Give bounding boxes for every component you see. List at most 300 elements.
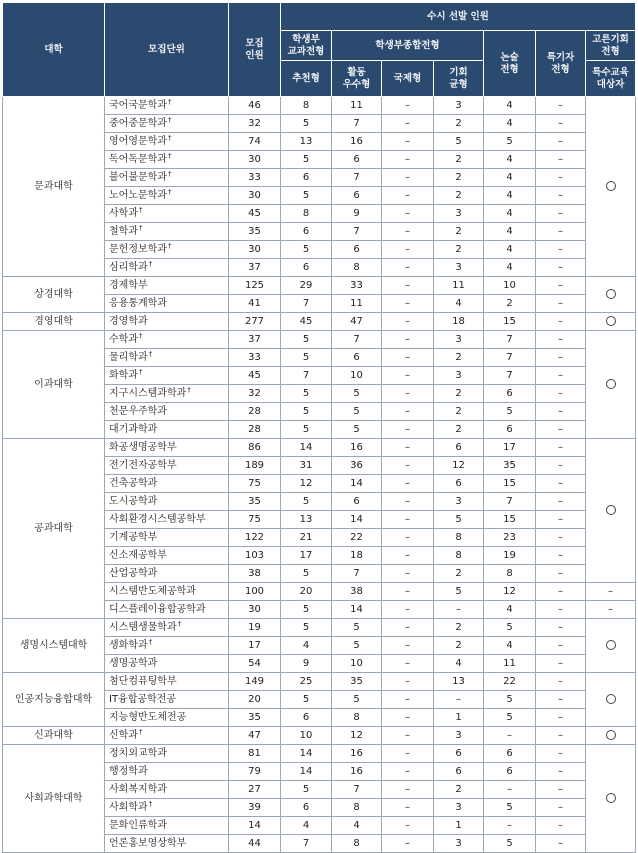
balance-cell: 1	[434, 817, 484, 835]
international-cell: –	[382, 691, 434, 709]
unit-name: 천문우주학과	[109, 406, 167, 417]
quota-cell: 45	[229, 367, 281, 385]
recommend-cell: 5	[281, 601, 332, 619]
table-row	[3, 727, 636, 745]
unit-cell	[105, 187, 229, 205]
quota-cell: 30	[229, 151, 281, 169]
special-cell: –	[536, 241, 586, 259]
quota-cell: 79	[229, 763, 281, 781]
unit-cell	[105, 763, 229, 781]
essay-cell: 7	[484, 493, 536, 511]
international-cell: –	[382, 835, 434, 853]
activity-cell: 16	[332, 439, 382, 457]
special-cell: –	[536, 367, 586, 385]
essay-cell: 4	[484, 223, 536, 241]
special-cell: –	[536, 205, 586, 223]
international-cell: –	[382, 349, 434, 367]
unit-cell	[105, 277, 229, 295]
special-cell: –	[536, 115, 586, 133]
quota-cell: 38	[229, 565, 281, 583]
international-cell: –	[382, 439, 434, 457]
unit-name: 신소재공학부	[109, 550, 167, 561]
hs-opportunity-cell	[586, 97, 636, 277]
activity-cell: 5	[332, 421, 382, 439]
quota-cell: 27	[229, 781, 281, 799]
activity-cell: 6	[332, 187, 382, 205]
recommend-cell: 5	[281, 403, 332, 421]
college-cell: 이과대학	[3, 331, 105, 439]
unit-name: 기계공학부	[109, 532, 158, 543]
unit-cell	[105, 439, 229, 457]
circle-mark-icon	[606, 505, 616, 515]
balance-cell: 3	[434, 367, 484, 385]
quota-cell: 20	[229, 691, 281, 709]
special-cell: –	[536, 385, 586, 403]
dagger-mark: †	[167, 98, 172, 106]
recommend-cell: 4	[281, 637, 332, 655]
international-cell: –	[382, 727, 434, 745]
balance-cell: 8	[434, 547, 484, 565]
special-cell: –	[536, 547, 586, 565]
unit-name: 응용통계학과	[109, 298, 167, 309]
essay-cell: 4	[484, 97, 536, 115]
unit-cell	[105, 601, 229, 619]
header-special: 특기자 전형	[536, 31, 586, 97]
international-cell: –	[382, 493, 434, 511]
college-cell: 생명시스템대학	[3, 619, 105, 673]
special-cell: –	[536, 799, 586, 817]
dagger-mark: †	[148, 638, 153, 646]
unit-cell	[105, 745, 229, 763]
balance-cell: 3	[434, 259, 484, 277]
international-cell: –	[382, 259, 434, 277]
unit-cell	[105, 835, 229, 853]
international-cell: –	[382, 223, 434, 241]
special-cell: –	[536, 637, 586, 655]
activity-cell: 14	[332, 475, 382, 493]
quota-cell: 35	[229, 709, 281, 727]
activity-cell: 7	[332, 169, 382, 187]
dagger-mark: †	[167, 170, 172, 178]
international-cell: –	[382, 745, 434, 763]
header-essay: 논술 전형	[484, 31, 536, 97]
unit-cell	[105, 547, 229, 565]
dagger-mark: †	[167, 116, 172, 124]
special-cell: –	[536, 655, 586, 673]
balance-cell: 3	[434, 799, 484, 817]
quota-cell: 47	[229, 727, 281, 745]
essay-cell: 8	[484, 565, 536, 583]
unit-name: 지구시스템과학과	[109, 388, 187, 399]
recommend-cell: 14	[281, 439, 332, 457]
header-subject: 학생부 교과전형	[281, 31, 332, 61]
activity-cell: 5	[332, 403, 382, 421]
quota-cell: 125	[229, 277, 281, 295]
balance-cell: 6	[434, 439, 484, 457]
activity-cell: 14	[332, 511, 382, 529]
balance-cell: 5	[434, 511, 484, 529]
recommend-cell: 31	[281, 457, 332, 475]
quota-cell: 86	[229, 439, 281, 457]
essay-cell: –	[484, 727, 536, 745]
unit-cell	[105, 367, 229, 385]
quota-cell: 17	[229, 637, 281, 655]
essay-cell: 22	[484, 673, 536, 691]
special-cell: –	[536, 133, 586, 151]
balance-cell: 18	[434, 313, 484, 331]
essay-cell: 4	[484, 187, 536, 205]
essay-cell: 19	[484, 547, 536, 565]
admission-quota-table	[2, 2, 636, 853]
recommend-cell: 13	[281, 511, 332, 529]
unit-name: 화학과	[109, 370, 138, 381]
header-comprehensive: 학생부종합전형	[332, 31, 484, 61]
dagger-mark: †	[148, 260, 153, 268]
special-cell: –	[536, 349, 586, 367]
quota-cell: 35	[229, 223, 281, 241]
activity-cell: 5	[332, 637, 382, 655]
special-cell: –	[536, 97, 586, 115]
recommend-cell: 6	[281, 709, 332, 727]
dagger-mark: †	[138, 728, 143, 736]
special-cell: –	[536, 529, 586, 547]
unit-name: 언론홍보영상학부	[109, 838, 187, 849]
hs-opportunity-cell	[586, 727, 636, 745]
recommend-cell: 6	[281, 223, 332, 241]
special-cell: –	[536, 475, 586, 493]
unit-cell	[105, 457, 229, 475]
quota-cell: 189	[229, 457, 281, 475]
activity-cell: 7	[332, 781, 382, 799]
activity-cell: 7	[332, 331, 382, 349]
essay-cell: 7	[484, 331, 536, 349]
international-cell: –	[382, 187, 434, 205]
unit-name: 문헌정보학과	[109, 244, 167, 255]
hs-opportunity-cell: –	[586, 601, 636, 619]
special-cell: –	[536, 223, 586, 241]
circle-mark-icon	[606, 379, 616, 389]
recommend-cell: 5	[281, 115, 332, 133]
quota-cell: 35	[229, 493, 281, 511]
essay-cell: 15	[484, 511, 536, 529]
activity-cell: 6	[332, 349, 382, 367]
unit-name: 전기전자공학부	[109, 460, 177, 471]
table-row	[3, 673, 636, 691]
circle-mark-icon	[606, 289, 616, 299]
recommend-cell: 7	[281, 367, 332, 385]
recommend-cell: 6	[281, 169, 332, 187]
header-unit: 모집단위	[105, 3, 229, 97]
international-cell: –	[382, 367, 434, 385]
international-cell: –	[382, 241, 434, 259]
unit-name: 경제학부	[109, 280, 148, 291]
unit-name: 사학과	[109, 208, 138, 219]
essay-cell: 5	[484, 835, 536, 853]
essay-cell: –	[484, 781, 536, 799]
unit-name: 건축공학과	[109, 478, 158, 489]
international-cell: –	[382, 529, 434, 547]
balance-cell: 1	[434, 709, 484, 727]
dagger-mark: †	[167, 152, 172, 160]
circle-mark-icon	[606, 793, 616, 803]
table-row	[3, 313, 636, 331]
table-row	[3, 97, 636, 115]
essay-cell: 35	[484, 457, 536, 475]
activity-cell: 6	[332, 151, 382, 169]
recommend-cell: 9	[281, 655, 332, 673]
activity-cell: 9	[332, 205, 382, 223]
quota-cell: 32	[229, 385, 281, 403]
recommend-cell: 8	[281, 205, 332, 223]
international-cell: –	[382, 277, 434, 295]
quota-cell: 30	[229, 601, 281, 619]
circle-mark-icon	[606, 640, 616, 650]
unit-name: 대기과학과	[109, 424, 158, 435]
circle-mark-icon	[606, 181, 616, 191]
special-cell: –	[536, 187, 586, 205]
unit-cell	[105, 673, 229, 691]
international-cell: –	[382, 817, 434, 835]
college-cell: 문과대학	[3, 97, 105, 277]
hs-opportunity-cell	[586, 673, 636, 727]
dagger-mark: †	[177, 620, 182, 628]
balance-cell: –	[434, 601, 484, 619]
unit-cell	[105, 169, 229, 187]
unit-cell	[105, 241, 229, 259]
balance-cell: 3	[434, 205, 484, 223]
balance-cell: 6	[434, 475, 484, 493]
international-cell: –	[382, 619, 434, 637]
quota-cell: 32	[229, 115, 281, 133]
international-cell: –	[382, 655, 434, 673]
international-cell: –	[382, 97, 434, 115]
activity-cell: 5	[332, 691, 382, 709]
dagger-mark: †	[148, 800, 153, 808]
essay-cell: 4	[484, 259, 536, 277]
unit-name: 도시공학과	[109, 496, 158, 507]
balance-cell: 3	[434, 493, 484, 511]
recommend-cell: 13	[281, 133, 332, 151]
special-cell: –	[536, 781, 586, 799]
special-cell: –	[536, 835, 586, 853]
balance-cell: 2	[434, 781, 484, 799]
quota-cell: 75	[229, 475, 281, 493]
hs-opportunity-cell	[586, 277, 636, 313]
activity-cell: 4	[332, 817, 382, 835]
unit-cell	[105, 421, 229, 439]
unit-cell	[105, 655, 229, 673]
recommend-cell: 5	[281, 493, 332, 511]
unit-name: 생명공학과	[109, 658, 158, 669]
international-cell: –	[382, 421, 434, 439]
balance-cell: –	[434, 691, 484, 709]
quota-cell: 33	[229, 169, 281, 187]
unit-cell	[105, 331, 229, 349]
unit-name: 디스플레이융합공학과	[109, 604, 206, 615]
essay-cell: 6	[484, 763, 536, 781]
unit-cell	[105, 637, 229, 655]
unit-name: 철학과	[109, 226, 138, 237]
special-cell: –	[536, 457, 586, 475]
quota-cell: 277	[229, 313, 281, 331]
special-cell: –	[536, 331, 586, 349]
unit-cell	[105, 475, 229, 493]
special-cell: –	[536, 313, 586, 331]
balance-cell: 6	[434, 763, 484, 781]
college-cell: 공과대학	[3, 439, 105, 619]
international-cell: –	[382, 115, 434, 133]
unit-name: 수학과	[109, 334, 138, 345]
essay-cell: 15	[484, 475, 536, 493]
activity-cell: 18	[332, 547, 382, 565]
special-cell: –	[536, 619, 586, 637]
quota-cell: 14	[229, 817, 281, 835]
unit-cell	[105, 133, 229, 151]
unit-name: 지능형반도체전공	[109, 712, 187, 723]
balance-cell: 2	[434, 349, 484, 367]
recommend-cell: 7	[281, 835, 332, 853]
unit-cell	[105, 403, 229, 421]
special-cell: –	[536, 673, 586, 691]
special-cell: –	[536, 403, 586, 421]
international-cell: –	[382, 601, 434, 619]
header-special-education: 특수교육 대상자	[586, 61, 636, 97]
header-recommend: 추천형	[281, 61, 332, 97]
balance-cell: 2	[434, 619, 484, 637]
recommend-cell: 5	[281, 565, 332, 583]
dagger-mark: †	[187, 386, 191, 394]
unit-cell	[105, 709, 229, 727]
special-cell: –	[536, 295, 586, 313]
balance-cell: 4	[434, 655, 484, 673]
table-row	[3, 439, 636, 457]
international-cell: –	[382, 781, 434, 799]
quota-cell: 149	[229, 673, 281, 691]
recommend-cell: 5	[281, 619, 332, 637]
activity-cell: 8	[332, 709, 382, 727]
quota-cell: 30	[229, 241, 281, 259]
activity-cell: 10	[332, 367, 382, 385]
quota-cell: 41	[229, 295, 281, 313]
international-cell: –	[382, 673, 434, 691]
recommend-cell: 5	[281, 385, 332, 403]
essay-cell: 5	[484, 691, 536, 709]
header-early-admission: 수시 선발 인원	[281, 3, 636, 31]
unit-name: 시스템반도체공학과	[109, 586, 196, 597]
essay-cell: 4	[484, 637, 536, 655]
unit-name: 화공생명공학부	[109, 442, 177, 453]
essay-cell: 4	[484, 115, 536, 133]
dagger-mark: †	[138, 368, 143, 376]
unit-name: 경영학과	[109, 316, 148, 327]
circle-mark-icon	[606, 316, 616, 326]
essay-cell: 11	[484, 655, 536, 673]
balance-cell: 3	[434, 727, 484, 745]
recommend-cell: 10	[281, 727, 332, 745]
circle-mark-icon	[606, 730, 616, 740]
activity-cell: 38	[332, 583, 382, 601]
quota-cell: 75	[229, 511, 281, 529]
header-international: 국제형	[382, 61, 434, 97]
essay-cell: 4	[484, 601, 536, 619]
international-cell: –	[382, 331, 434, 349]
essay-cell: 4	[484, 241, 536, 259]
unit-cell	[105, 799, 229, 817]
dagger-mark: †	[138, 224, 143, 232]
essay-cell: 2	[484, 295, 536, 313]
balance-cell: 2	[434, 385, 484, 403]
essay-cell: 15	[484, 313, 536, 331]
recommend-cell: 5	[281, 691, 332, 709]
table-row	[3, 277, 636, 295]
recommend-cell: 7	[281, 295, 332, 313]
balance-cell: 2	[434, 223, 484, 241]
international-cell: –	[382, 133, 434, 151]
activity-cell: 8	[332, 799, 382, 817]
activity-cell: 7	[332, 115, 382, 133]
quota-cell: 44	[229, 835, 281, 853]
essay-cell: 5	[484, 619, 536, 637]
special-cell: –	[536, 727, 586, 745]
unit-cell	[105, 151, 229, 169]
special-cell: –	[536, 583, 586, 601]
essay-cell: 7	[484, 349, 536, 367]
dagger-mark: †	[167, 242, 172, 250]
balance-cell: 11	[434, 277, 484, 295]
quota-cell: 46	[229, 97, 281, 115]
college-cell: 인공지능융합대학	[3, 673, 105, 727]
unit-cell	[105, 313, 229, 331]
quota-cell: 100	[229, 583, 281, 601]
quota-cell: 37	[229, 331, 281, 349]
international-cell: –	[382, 385, 434, 403]
essay-cell: 7	[484, 367, 536, 385]
international-cell: –	[382, 763, 434, 781]
unit-cell	[105, 349, 229, 367]
unit-cell	[105, 511, 229, 529]
essay-cell: 5	[484, 133, 536, 151]
special-cell: –	[536, 709, 586, 727]
activity-cell: 6	[332, 493, 382, 511]
special-cell: –	[536, 169, 586, 187]
quota-cell: 19	[229, 619, 281, 637]
unit-name: 심리학과	[109, 262, 148, 273]
recommend-cell: 17	[281, 547, 332, 565]
essay-cell: 10	[484, 277, 536, 295]
quota-cell: 45	[229, 205, 281, 223]
recommend-cell: 45	[281, 313, 332, 331]
special-cell: –	[536, 511, 586, 529]
essay-cell: 4	[484, 169, 536, 187]
activity-cell: 5	[332, 385, 382, 403]
recommend-cell: 5	[281, 241, 332, 259]
activity-cell: 22	[332, 529, 382, 547]
essay-cell: –	[484, 817, 536, 835]
balance-cell: 12	[434, 457, 484, 475]
recommend-cell: 5	[281, 421, 332, 439]
recommend-cell: 5	[281, 349, 332, 367]
quota-cell: 54	[229, 655, 281, 673]
unit-cell	[105, 259, 229, 277]
unit-cell	[105, 115, 229, 133]
quota-cell: 37	[229, 259, 281, 277]
recommend-cell: 14	[281, 763, 332, 781]
unit-cell	[105, 223, 229, 241]
special-cell: –	[536, 439, 586, 457]
unit-name: 사회환경시스템공학부	[109, 514, 206, 525]
balance-cell: 5	[434, 583, 484, 601]
special-cell: –	[536, 421, 586, 439]
